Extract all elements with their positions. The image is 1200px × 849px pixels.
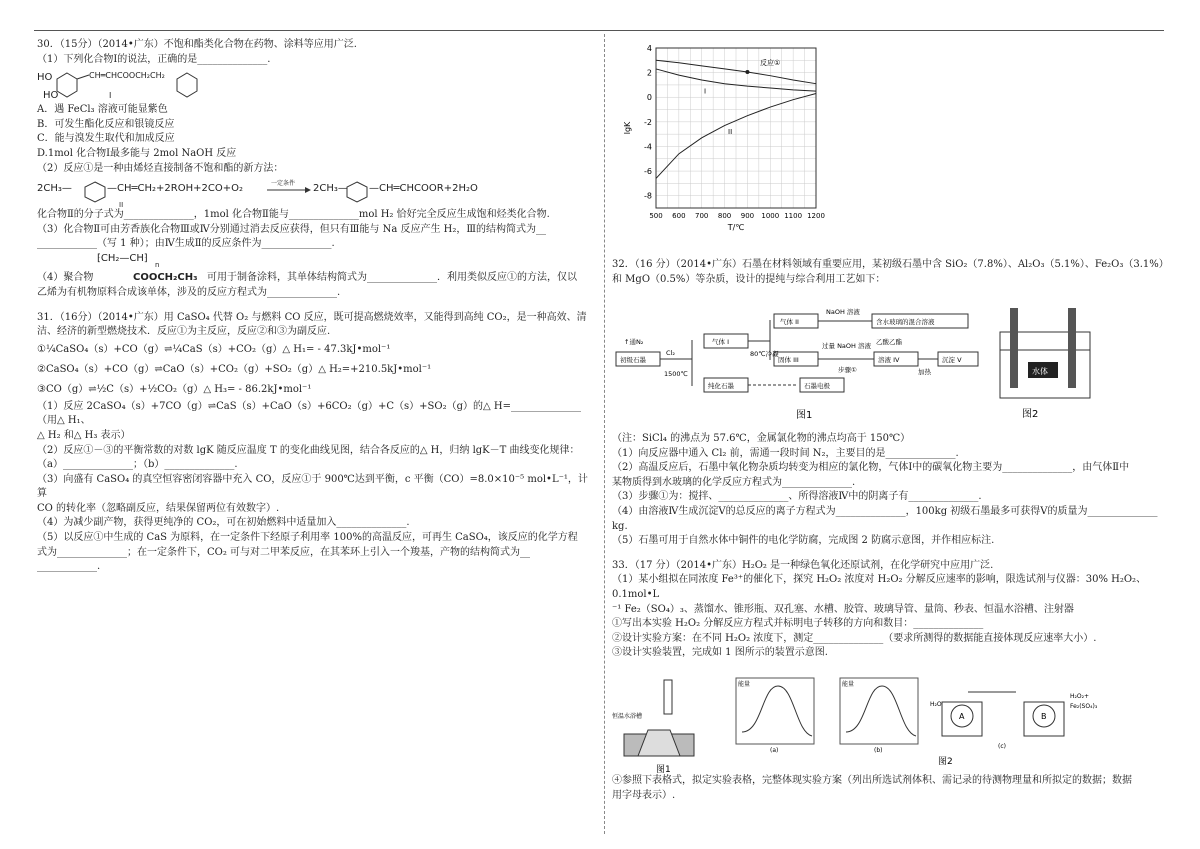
q30-option-c: C．能与溴发生取代和加成反应 <box>37 133 175 145</box>
flask-a: A <box>959 712 965 721</box>
label-step1: 步骤① <box>838 366 857 374</box>
water-label: 水体 <box>1032 367 1048 376</box>
electrode-left <box>1010 308 1018 388</box>
node-start-label: 初级石墨 <box>620 356 646 364</box>
q33-part1: （1）某小组拟在同浓度 Fe³⁺的催化下，探究 H₂O₂ 浓度对 H₂O₂ 分解反应速率的影响，限选试剂与仪器：30% H₂O₂、0.1mol•L <box>612 574 1147 600</box>
q33-figures <box>612 672 1112 776</box>
q33-part1g: 用字母表示）. <box>612 789 676 801</box>
compound-ii-label: II <box>119 201 124 210</box>
y-tick-label: 4 <box>646 44 652 53</box>
x-tick-label: 800 <box>717 212 732 220</box>
q31-part1b: △ H₂ 和△ H₃ 表示） <box>37 429 131 441</box>
node-water-glass-label: 含水玻璃的混合溶液 <box>876 318 935 326</box>
fig1-caption: 图1 <box>796 410 813 421</box>
x-axis-label: T/℃ <box>727 223 745 232</box>
q32-part2: （2）高温反应后，石墨中氧化物杂质均转变为相应的氯化物，气体Ⅰ中的碳氧化物主要为______________，由气体Ⅱ中 <box>612 462 1130 474</box>
h2o2-label: H₂O₂+ <box>1070 693 1090 700</box>
q33-part1e: ③设计实验装置，完成如 1 图所示的装置示意图. <box>612 647 828 659</box>
ho-label-1: HO <box>37 72 53 84</box>
data-point <box>745 70 749 74</box>
q32-part3: （3）步骤①为：搅拌、______________、所得溶液Ⅳ中的阴离子有______________. <box>612 491 982 503</box>
node-solid3-label: 固体 III <box>778 356 799 364</box>
q31-eq1: ①¼CaSO₄（s）+CO（g）⇌¼CaS（s）+CO₂（g）△ H₁= - 47.3kJ•mol⁻¹ <box>37 343 391 355</box>
x-tick-label: 900 <box>740 212 755 220</box>
energy-a: 能量 <box>738 681 751 688</box>
left-column <box>37 38 595 575</box>
rxn-product-methyl: 2CH₃— <box>313 183 348 195</box>
q30-part3: （3）化合物Ⅱ可由芳香族化合物Ⅲ或Ⅳ分别通过消去反应获得，但只有Ⅲ能与 Na 反应产生 H₂，Ⅲ的结构简式为__ <box>37 223 547 235</box>
label-naoh2: 过量 NaOH 溶液 <box>822 342 871 350</box>
q30-part3b: ____________（写 1 种）；由Ⅳ生成Ⅱ的反应条件为______________. <box>37 238 335 250</box>
q30-part4-text: 可用于制备涂料，其单体结构简式为______________．利用类似反应①的方法，仅以 <box>207 271 577 283</box>
series-label: 反应① <box>760 59 781 68</box>
q30-heading: 30．（15分）（2014•广东）不饱和酯类化合物在药物、涂料等应用广泛. <box>37 39 357 50</box>
series-label: II <box>728 128 733 137</box>
q33-part1d: ②设计实验方案：在不同 H₂O₂ 浓度下，测定______________（要求所测得的数据能直接体现反应速率大小）. <box>612 632 1097 644</box>
q33-part1b: ⁻¹ Fe₂（SO₄）₃、蒸馏水、锥形瓶、双孔塞、水槽、胶管、玻璃导管、量筒、秒表、恒温水浴槽、注射器 <box>612 603 1074 615</box>
flask-b: B <box>1041 712 1047 721</box>
label-n2: ↑通N₂ <box>624 338 644 346</box>
x-tick-label: 1000 <box>761 212 780 220</box>
column-divider <box>604 34 605 834</box>
x-tick-label: 1100 <box>784 212 803 220</box>
node-electrode-label: 石墨电极 <box>804 382 830 390</box>
h2o-label: H₂O <box>930 701 942 708</box>
q30-option-d: D.1mol 化合物Ⅰ最多能与 2mol NaOH 反应 <box>37 147 237 159</box>
q31-part1: （1）反应 2CaSO₄（s）+7CO（g）⇌CaS（s）+CaO（s）+6CO₂（g）+C（s）+SO₂（g）的△ H=______________（用△ H₁、 <box>37 400 581 427</box>
rxn-condition: 一定条件 <box>271 180 296 188</box>
compound-i-label: I <box>109 91 112 101</box>
label-cl2: Cl₂ <box>666 349 675 357</box>
x-tick-label: 1200 <box>807 212 825 220</box>
chart-grid <box>656 48 816 208</box>
label-condense: 80℃冷凝 <box>750 350 779 358</box>
electrode-right <box>1068 308 1076 388</box>
q31-eq3: ③CO（g）⇌½C（s）+½CO₂（g）△ H₃= - 86.2kJ•mol⁻¹ <box>37 383 312 395</box>
polymer-structure <box>37 252 595 286</box>
corrosion-tank-figure <box>990 292 1100 422</box>
q30-option-b: B．可发生酯化反应和银镜反应 <box>37 118 175 130</box>
node-gas2-label: 气体 II <box>780 318 799 326</box>
label-1500: 1500℃ <box>664 370 688 378</box>
series-label: I <box>704 87 707 96</box>
bath-label: 恒温水浴槽 <box>612 713 643 720</box>
x-tick-label: 700 <box>695 212 709 220</box>
polymer-backbone: ⁅CH₂—CH⁆ <box>97 252 148 264</box>
x-tick-label: 500 <box>649 212 663 220</box>
q30-part2: （2）反应①是一种由烯烃直接制备不饱和酯的新方法： <box>37 162 284 174</box>
q32-heading: 32．（16 分）（2014•广东）石墨在材料领域有重要应用，某初级石墨中含 SiO₂（7.8%）、Al₂O₃（5.1%）、Fe₂O₃（3.1%） <box>612 259 1169 270</box>
q31-part2: （2）反应①－③的平衡常数的对数 lgK 随反应温度 T 的变化曲线见图，结合各反应的△ H，归纳 lgK－T 曲线变化规律： <box>37 444 580 456</box>
ho-label-2: HO <box>43 90 59 102</box>
q31-part5: （5）以反应①中生成的 CaS 为原料，在一定条件下经原子利用率 100%的高温反应，可再生 CaSO₄，该反应的化学方程 <box>37 532 578 544</box>
q31-heading: 31．（16分）（2014•广东）用 CaSO₄ 代替 O₂ 与燃料 CO 反应，既可提高燃烧效率，又能得到高纯 CO₂，是一种高效、清 <box>37 311 587 323</box>
q32-part5: （5）石墨可用于自然水体中铜件的电化学防腐，完成图 2 防腐示意图，并作相应标注. <box>612 535 995 547</box>
polymer-side-group: COOCH₂CH₃ <box>133 271 198 283</box>
right-column <box>612 258 1167 287</box>
q33-heading: 33．（17 分）（2014•广东）H₂O₂ 是一种绿色氧化还原试剂，在化学研究中应用广泛. <box>612 559 994 571</box>
q31-heading2: 洁、经济的新型燃烧技术．反应①为主反应，反应②和③为副反应. <box>37 326 331 338</box>
q33-part1c: ①写出本实验 H₂O₂ 分解反应方程式并标明电子转移的方向和数目：______________ <box>612 618 984 630</box>
rxn-reactant-rest: —CH═CH₂+2ROH+2CO+O₂ <box>107 183 243 195</box>
header-rule <box>34 30 1164 31</box>
q31-eq2: ②CaSO₄（s）+CO（g）⇌CaO（s）+CO₂（g）+SO₂（g）△ H₂=+210.5kJ•mol⁻¹ <box>37 363 432 375</box>
node-gas1-label: 气体 I <box>712 338 729 346</box>
curve-b-label: (b) <box>874 747 883 754</box>
q31-part2b: （a）______________；（b）______________. <box>37 459 238 471</box>
y-tick-label: -6 <box>644 167 652 177</box>
q32-part1: （1）向反应器中通入 Cl₂ 前，需通一段时间 N₂，主要目的是______________. <box>612 447 959 459</box>
curve-a-label: (a) <box>770 747 779 754</box>
q30-part2b: 化合物Ⅱ的分子式为______________，1mol 化合物Ⅱ能与______________mol H₂ 恰好完全反应生成饱和烃类化合物. <box>37 209 550 221</box>
q32-note: （注：SiCl₄ 的沸点为 57.6℃，金属氯化物的沸点均高于 150℃） <box>612 433 911 444</box>
compound-i-chain: CH═CHCOOCH₂CH₂ <box>89 71 165 81</box>
reaction-1-scheme <box>37 176 595 208</box>
y-axis-label: lgK <box>623 121 632 135</box>
y-tick-label: -4 <box>644 142 652 152</box>
flow-diagram <box>612 300 1002 424</box>
q33-tail <box>612 774 1167 803</box>
x-tick-label: 600 <box>672 212 686 220</box>
compound-i-structure <box>37 67 595 103</box>
rxn-product-rest: —CH═CHCOOR+2H₂O <box>369 183 478 195</box>
q32-heading2: 和 MgO（0.5%）等杂质，设计的提纯与综合利用工艺如下： <box>612 273 886 285</box>
q33-fig1-caption: 图1 <box>656 765 671 775</box>
q30-part1: （1）下列化合物Ⅰ的说法，正确的是______________. <box>37 53 271 65</box>
node-sol4-label: 溶液 IV <box>878 356 900 364</box>
q31-part4: （4）为减少副产物，获得更纯净的 CO₂，可在初始燃料中适量加入______________. <box>37 517 410 529</box>
q32-part4: （4）由溶液Ⅳ生成沉淀Ⅴ的总反应的离子方程式为______________，100kg 初级石墨最多可获得Ⅴ的质量为______________ <box>612 505 1158 517</box>
lgk-temperature-chart <box>620 40 830 236</box>
y-tick-label: -8 <box>644 191 652 201</box>
q31-part3b: CO 的转化率（忽略副反应，结果保留两位有效数字）. <box>37 502 280 514</box>
q33-fig2-caption: 图2 <box>938 757 953 767</box>
q31-part5b: 式为______________；在一定条件下，CO₂ 可与对二甲苯反应，在其苯环上引入一个羧基，产物的结构简式为__ <box>37 546 531 558</box>
q32-part2b: 某物质得到水玻璃的化学反应方程式为______________. <box>612 476 856 488</box>
q31-part5c: ____________. <box>37 561 101 573</box>
curve-c-label: (c) <box>998 743 1006 750</box>
y-tick-label: 0 <box>646 93 652 103</box>
label-heat: 加热 <box>918 368 931 376</box>
y-tick-label: 2 <box>646 68 652 78</box>
label-ester: 乙酸乙酯 <box>876 338 902 346</box>
chart-labels <box>623 44 825 232</box>
polymer-n: n <box>155 260 160 269</box>
node-pure-label: 纯化石墨 <box>708 382 734 390</box>
fe-label: Fe₂(SO₄)₃ <box>1070 703 1098 710</box>
q30-part4c: 乙烯为有机物原料合成该单体，涉及的反应方程式为______________. <box>37 286 341 298</box>
q30-part4-prefix: （4）聚合物 <box>37 271 94 283</box>
fig2-caption: 图2 <box>1022 409 1039 420</box>
q32-questions <box>612 432 1167 661</box>
q32-part4b: kg. <box>612 520 628 532</box>
q30-option-a: A．遇 FeCl₃ 溶液可能显紫色 <box>37 104 168 116</box>
energy-b: 能量 <box>842 681 855 688</box>
y-tick-label: -2 <box>644 117 652 127</box>
rxn-reactant-methyl: 2CH₃— <box>37 183 72 195</box>
q31-part3: （3）向盛有 CaSO₄ 的真空恒容密闭容器中充入 CO，反应①于 900℃达到平衡，c 平衡（CO）=8.0×10⁻⁵ mol•L⁻¹，计算 <box>37 473 588 500</box>
q33-part1f: ④参照下表格式，拟定实验表格，完整体现实验方案（列出所选试剂体积、需记录的待测物理量和所拟定的数据；数据 <box>612 775 1132 786</box>
label-naoh: NaOH 溶液 <box>826 308 860 316</box>
node-prec-label: 沉淀 V <box>942 356 962 364</box>
